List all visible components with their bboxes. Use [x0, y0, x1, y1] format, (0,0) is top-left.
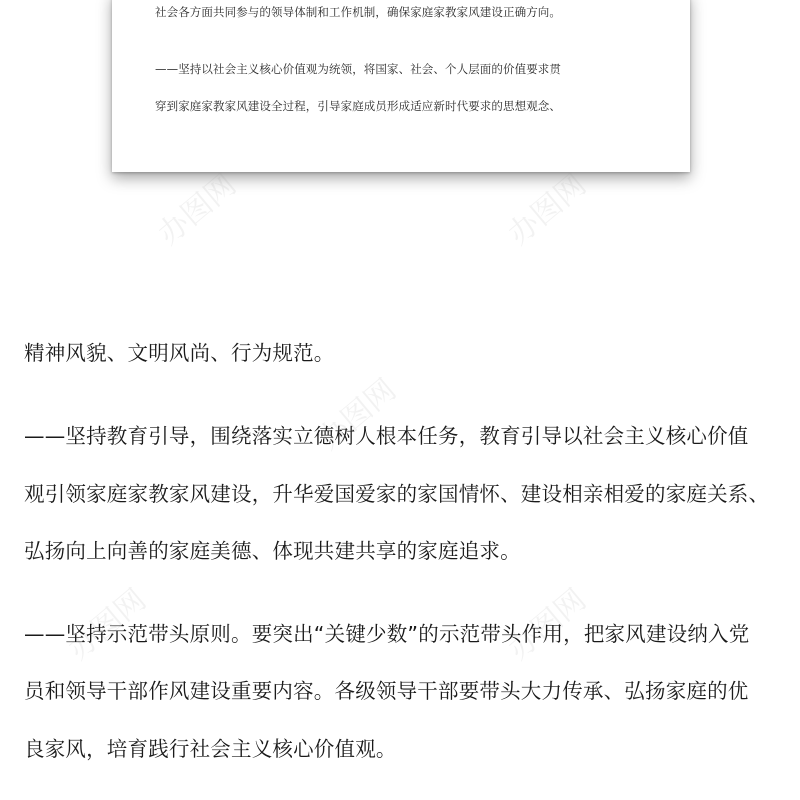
- document-preview-card: [112, 0, 690, 172]
- card-text-line: 穿到家庭家教家风建设全过程，引导家庭成员形成适应新时代要求的思想观念、: [155, 99, 561, 113]
- watermark-logo: 办图网: [311, 372, 403, 458]
- paragraph-line: 员和领导干部作风建设重要内容。各级领导干部要带头大力传承、弘扬家庭的优: [24, 679, 749, 703]
- paragraph-line: ——坚持示范带头原则。要突出“关键少数”的示范带头作用，把家风建设纳入党: [24, 622, 750, 646]
- paragraph-line: 观引领家庭家教家风建设，升华爱国爱家的家国情怀、建设相亲相爱的家庭关系、: [24, 482, 770, 506]
- paragraph-line: 弘扬向上向善的家庭美德、体现共建共享的家庭追求。: [24, 539, 521, 563]
- paragraph-line: 良家风，培育践行社会主义核心价值观。: [24, 737, 397, 761]
- watermark-logo: 办图网: [501, 167, 593, 253]
- card-text-line: ——坚持以社会主义核心价值观为统领，将国家、社会、个人层面的价值要求贯: [155, 62, 561, 76]
- watermark-logo: 办图网: [501, 582, 593, 668]
- paragraph-line: 精神风貌、文明风尚、行为规范。: [24, 341, 335, 365]
- watermark-logo: 办图网: [61, 582, 153, 668]
- card-text-line: 社会各方面共同参与的领导体制和工作机制，确保家庭家教家风建设正确方向。: [155, 5, 561, 19]
- paragraph-line: ——坚持教育引导，围绕落实立德树人根本任务，教育引导以社会主义核心价值: [24, 424, 749, 448]
- watermark-logo: 办图网: [151, 167, 243, 253]
